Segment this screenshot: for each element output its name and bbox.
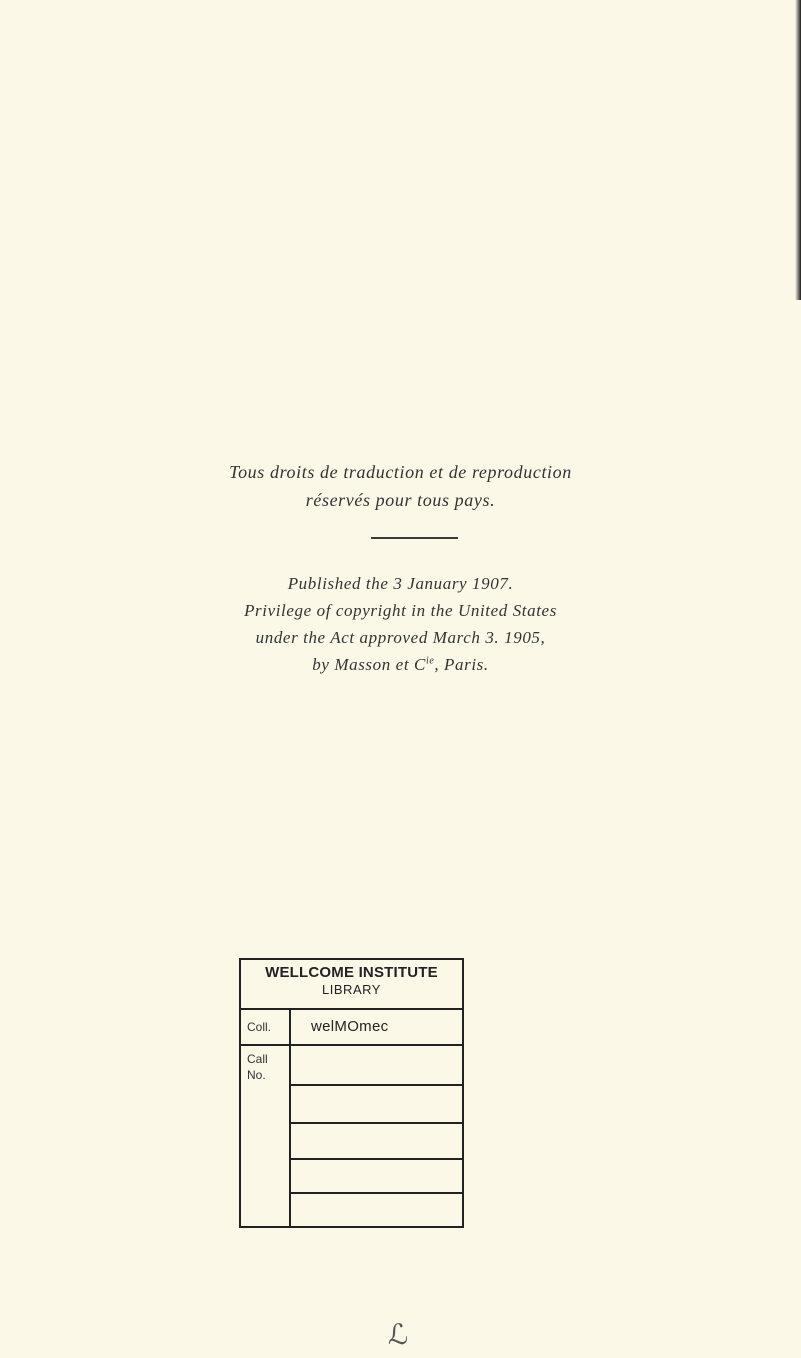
publisher-suffix: , Paris. bbox=[434, 655, 489, 674]
coll-label: Coll. bbox=[247, 1020, 272, 1034]
copyright-privilege-line: Privilege of copyright in the United States bbox=[244, 601, 557, 620]
stamp-row-divider bbox=[289, 1122, 464, 1124]
coll-value: welMOmec bbox=[311, 1018, 389, 1035]
library-stamp bbox=[239, 958, 464, 1228]
publisher-sup: ie bbox=[425, 655, 435, 667]
published-date-line: Published the 3 January 1907. bbox=[287, 574, 514, 593]
stamp-row-divider bbox=[289, 1158, 464, 1160]
bleed-through-text bbox=[170, 120, 207, 247]
no-label: No. bbox=[247, 1068, 266, 1082]
stamp-row-divider bbox=[289, 1192, 464, 1194]
divider-rule bbox=[371, 537, 458, 539]
stamp-title: WELLCOME INSTITUTE bbox=[265, 964, 438, 981]
act-approved-line: under the Act approved March 3. 1905, bbox=[255, 628, 546, 647]
page-edge-shadow bbox=[795, 0, 801, 300]
publisher-prefix: by Masson et C bbox=[312, 655, 426, 674]
stamp-row-divider bbox=[289, 1084, 464, 1086]
publisher-line bbox=[0, 655, 801, 675]
call-label: Call bbox=[247, 1052, 268, 1066]
stamp-left-row-divider bbox=[241, 1044, 289, 1046]
stamp-subtitle: LIBRARY bbox=[322, 982, 381, 997]
stamp-column-divider bbox=[289, 1008, 291, 1228]
stamp-header bbox=[241, 960, 462, 1010]
rights-line-2: réservés pour tous pays. bbox=[305, 490, 496, 510]
pencil-mark: ℒ bbox=[388, 1319, 409, 1350]
rights-line-1: Tous droits de traduction et de reproduction bbox=[229, 462, 572, 482]
stamp-row-divider bbox=[289, 1044, 464, 1046]
